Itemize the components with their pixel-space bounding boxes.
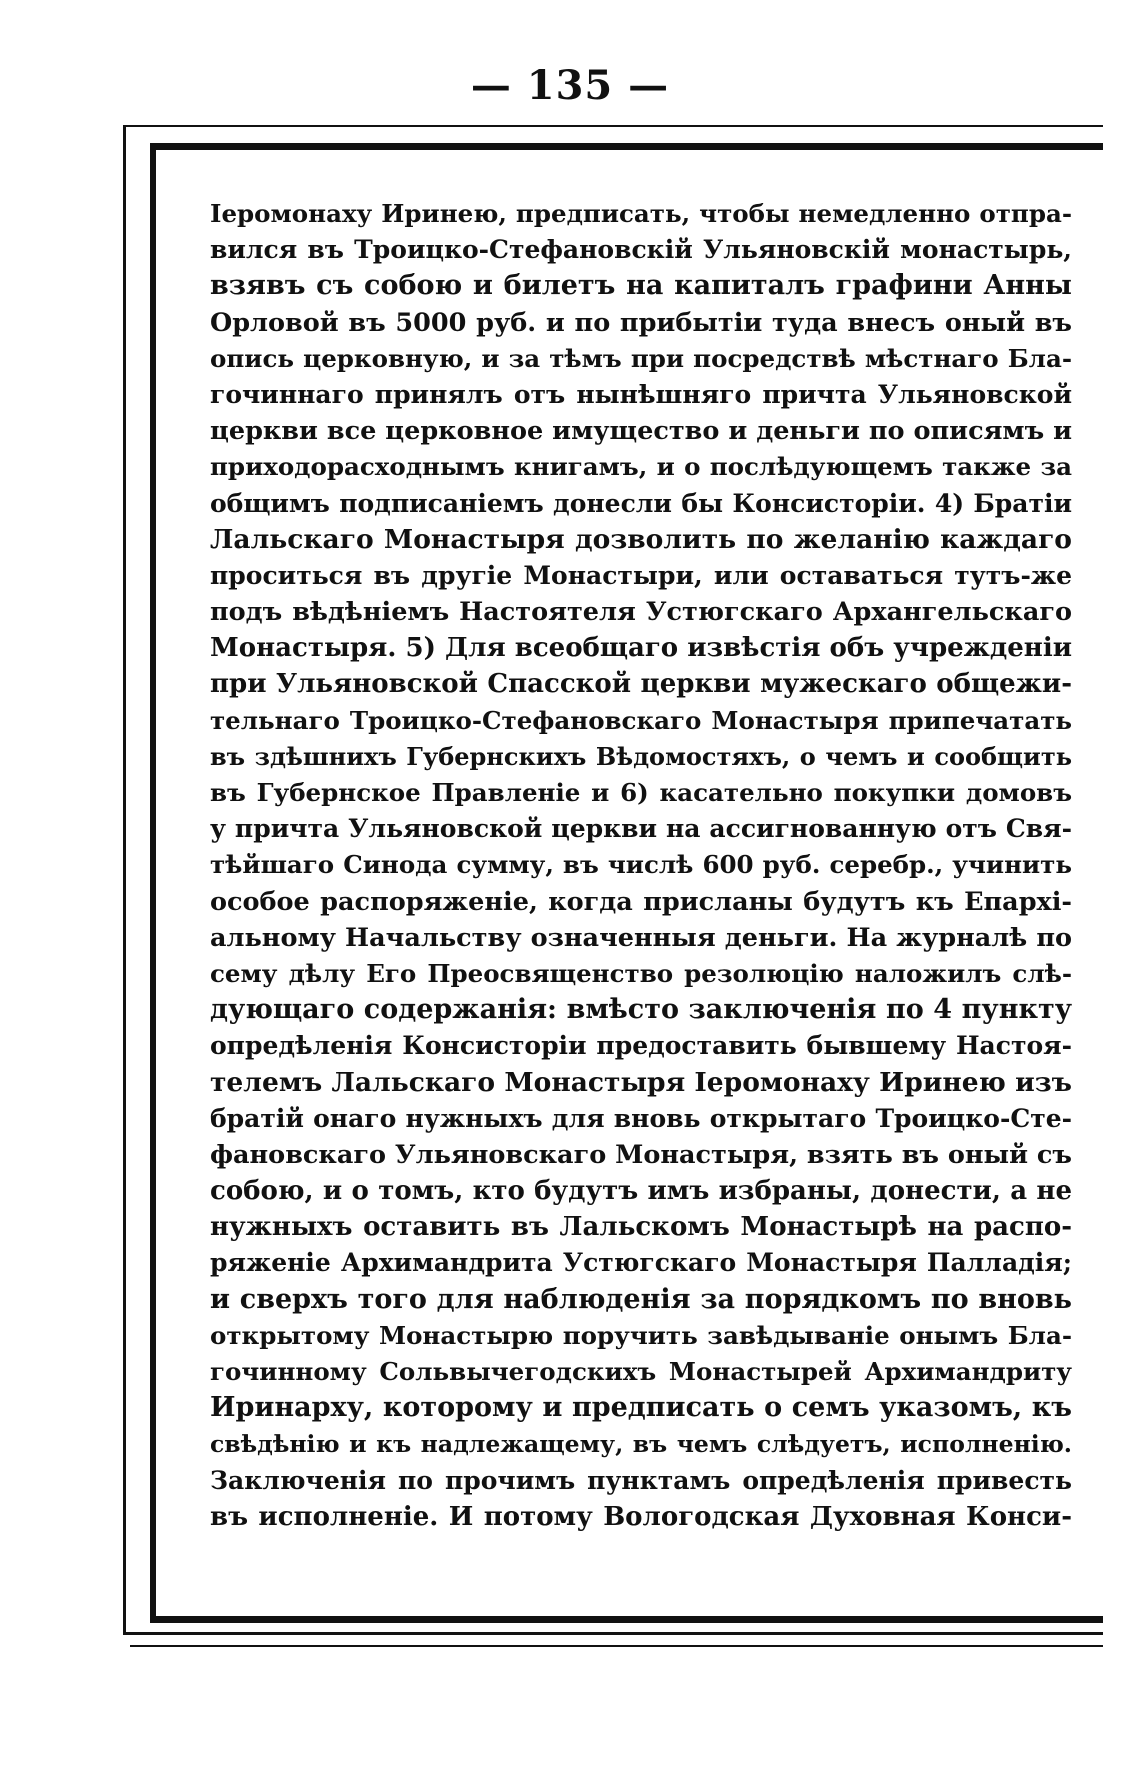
text-line: подъ вѣдѣніемъ Настоятеля Устюгскаго Архангельскаго — [210, 597, 1072, 628]
text-line: тельнаго Троицко-Стефановскаго Монастыря припечатать — [210, 705, 1072, 735]
text-line: гочинному Сольвычегодскихъ Монастырей Архимандриту — [210, 1357, 1072, 1386]
text-line: церкви все церковное имущество и деньги по описямъ и — [210, 416, 1072, 447]
text-line: Иринарху, которому и предписать о семъ указомъ, къ — [210, 1392, 1072, 1424]
text-line: проситься въ другіе Монастыри, или оставаться тутъ-же — [210, 560, 1072, 590]
text-line: общимъ подписаніемъ донесли бы Консисторіи. 4) Братіи — [210, 488, 1072, 518]
text-line: Іеромонаху Иринею, предписать, чтобы немедленно отпра- — [210, 199, 1072, 228]
text-line: ряженіе Архимандрита Устюгскаго Монастыря Палладія; — [210, 1248, 1072, 1278]
text-line: братій онаго нужныхъ для вновь открытаго Троицко-Сте- — [210, 1103, 1072, 1133]
text-line: въ Губернское Правленіе и 6) касательно покупки домовъ — [210, 778, 1072, 807]
text-line: опись церковную, и за тѣмъ при посредствѣ мѣстнаго Бла- — [210, 343, 1072, 373]
text-line: особое распоряженіе, когда присланы будутъ къ Епархі- — [210, 886, 1072, 917]
text-line: приходорасходнымъ книгамъ, и о послѣдующемъ также за — [210, 452, 1072, 482]
text-line: свѣдѣнію и къ надлежащему, въ чемъ слѣдуетъ, исполненію. — [210, 1430, 1072, 1459]
text-line: вился въ Троицко-Стефановскій Ульяновскій монастырь, — [210, 235, 1072, 265]
main-text — [210, 196, 1072, 1535]
text-line: тѣйшаго Синода сумму, въ числѣ 600 руб. серебр., учинить — [210, 850, 1072, 880]
text-line: Орловой въ 5000 руб. и по прибытіи туда внесъ оный въ — [210, 307, 1072, 338]
text-line: Лальскаго Монастыря дозволить по желанію каждаго — [210, 523, 1072, 555]
text-line: фановскаго Ульяновскаго Монастыря, взять въ оный съ — [210, 1139, 1072, 1170]
text-line: опредѣленія Консисторіи предоставить бывшему Настоя- — [210, 1031, 1072, 1061]
text-line: телемъ Лальскаго Монастыря Іеромонаху Иринею изъ — [210, 1066, 1072, 1098]
text-line: открытому Монастырю поручить завѣдываніе онымъ Бла- — [210, 1320, 1072, 1350]
text-line: Монастыря. 5) Для всеобщаго извѣстія объ учрежденіи — [210, 633, 1072, 664]
text-line: сему дѣлу Его Преосвященство резолюцію наложилъ слѣ- — [210, 958, 1072, 988]
text-line: въ исполненіе. И потому Вологодская Духовная Конси- — [210, 1501, 1072, 1532]
text-line: Заключенія по прочимъ пунктамъ опредѣленія привесть — [210, 1465, 1072, 1495]
text-line: гочиннаго принялъ отъ нынѣшняго причта Ульяновской — [210, 379, 1072, 409]
text-line: альному Начальству означенныя деньги. На журналѣ по — [210, 922, 1072, 953]
page-number: — 135 — — [470, 62, 670, 109]
text-line: въ здѣшнихъ Губернскихъ Вѣдомостяхъ, о чемъ и сообщить — [210, 741, 1072, 771]
frame-bottom-rule — [130, 1645, 1103, 1647]
text-line: дующаго содержанія: вмѣсто заключенія по 4 пункту — [210, 994, 1072, 1026]
text-line: нужныхъ оставить въ Лальскомъ Монастырѣ на распо- — [210, 1212, 1072, 1243]
text-line: собою, и о томъ, кто будутъ имъ избраны, донести, а не — [210, 1176, 1072, 1207]
text-line: взявъ съ собою и билетъ на капиталъ графини Анны — [210, 270, 1072, 302]
text-line: при Ульяновской Спасской церкви мужескаго общежи- — [210, 669, 1072, 700]
text-line: и сверхъ того для наблюденія за порядкомъ по вновь — [210, 1283, 1072, 1315]
text-line: у причта Ульяновской церкви на ассигнованную отъ Свя- — [210, 814, 1072, 844]
